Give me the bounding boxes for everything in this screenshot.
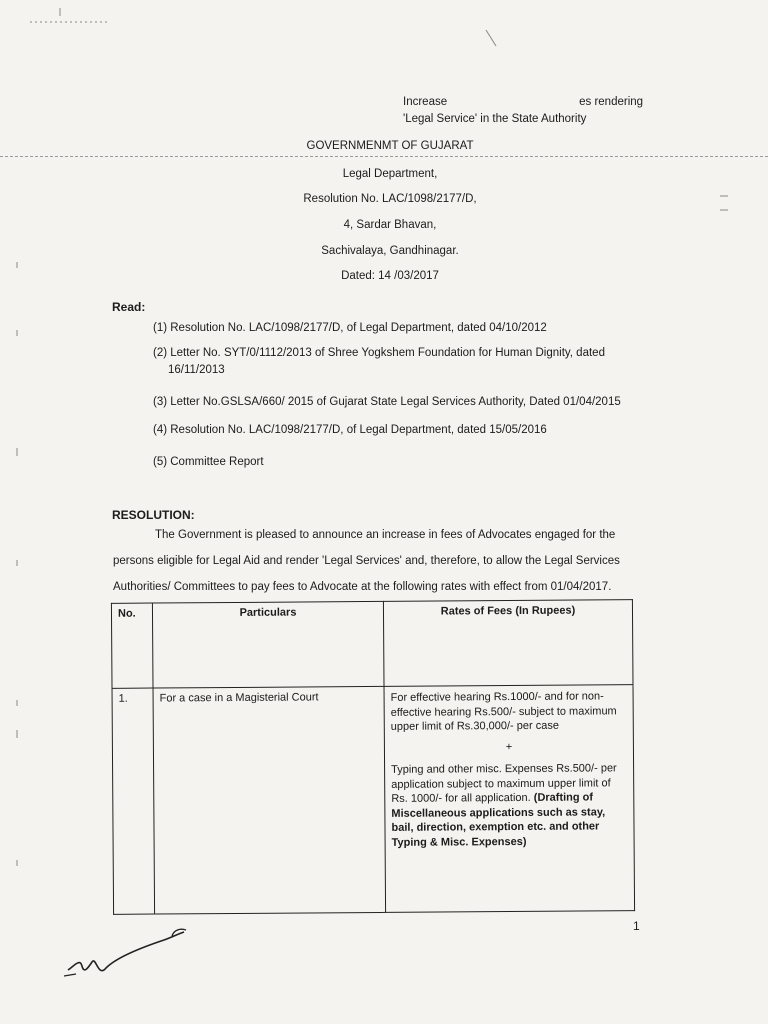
read-item-3 bbox=[153, 394, 673, 411]
rate-paragraph-2: Typing and other misc. Expenses Rs.500/- per application subject to maximum upper limit of Rs. 1000/- for all application. bbox=[391, 762, 617, 805]
fees-table bbox=[111, 599, 635, 915]
read-item-5 bbox=[153, 454, 673, 471]
read-item-4 bbox=[153, 422, 673, 439]
rate-paragraph-2-bold: (Drafting of Miscellaneous applications such as stay, bail, direction, exemption etc. and other Typing & Misc. Expenses) bbox=[391, 791, 606, 849]
subject-line2: 'Legal Service' in the State Authority bbox=[403, 113, 587, 125]
read-item-continuation: 16/11/2013 bbox=[168, 364, 225, 376]
subject-line1-start: Increase bbox=[403, 96, 448, 108]
place-address: Sachivalaya, Gandhinagar. bbox=[321, 245, 459, 257]
page-number: 1 bbox=[633, 919, 640, 933]
handwritten-signature bbox=[60, 918, 210, 988]
header-rates: Rates of Fees (In Rupees) bbox=[383, 600, 633, 687]
resolution-label: RESOLUTION: bbox=[112, 508, 195, 522]
read-item-text: (5) Committee Report bbox=[153, 456, 264, 468]
divider-line bbox=[0, 156, 768, 157]
read-item-text: (2) Letter No. SYT/0/1112/2013 of Shree Yogkshem Foundation for Human Dignity, dated bbox=[153, 347, 605, 359]
dated-line: Dated: 14 /03/2017 bbox=[341, 270, 439, 282]
read-label: Read: bbox=[112, 300, 146, 314]
department-name: Legal Department, bbox=[342, 168, 438, 180]
subject-line1-end: es rendering bbox=[579, 96, 644, 108]
rate-paragraph-1: For effective hearing Rs.1000/- and for non-effective hearing Rs.500/- subject to maximum upper limit of Rs.30,000/- per case bbox=[390, 690, 617, 733]
read-item-text: (1) Resolution No. LAC/1098/2177/D, of Legal Department, dated 04/10/2012 bbox=[153, 322, 547, 334]
plus-sign: + bbox=[505, 740, 513, 753]
subject-line bbox=[403, 94, 643, 128]
table-row bbox=[112, 685, 635, 915]
read-item-text: (3) Letter No.GSLSA/660/ 2015 of Gujarat State Legal Services Authority, Dated 01/04/2015 bbox=[153, 396, 621, 408]
row-particular: For a case in a Magisterial Court bbox=[153, 686, 386, 914]
building-address: 4, Sardar Bhavan, bbox=[343, 219, 437, 231]
resolution-paragraph bbox=[113, 522, 635, 600]
read-item-text: (4) Resolution No. LAC/1098/2177/D, of Legal Department, dated 15/05/2016 bbox=[153, 424, 547, 436]
government-title: GOVERNMENMT OF GUJARAT bbox=[306, 140, 474, 152]
header-particulars: Particulars bbox=[152, 601, 384, 688]
row-no: 1. bbox=[112, 688, 155, 914]
table-header-row bbox=[111, 600, 633, 689]
row-rates bbox=[384, 685, 635, 913]
read-item-2 bbox=[153, 345, 673, 379]
resolution-text: The Government is pleased to announce an increase in fees of Advocates engaged for the persons eligible for Legal Aid and render 'Legal Services' and, therefore, to allow the Legal Services Authorities/ Committees to pay fees to Advocate at the following rates with effect from 01/04/2017. bbox=[113, 529, 620, 593]
resolution-number: Resolution No. LAC/1098/2177/D, bbox=[303, 193, 477, 205]
header-no: No. bbox=[111, 603, 153, 688]
read-item-1 bbox=[153, 320, 673, 337]
